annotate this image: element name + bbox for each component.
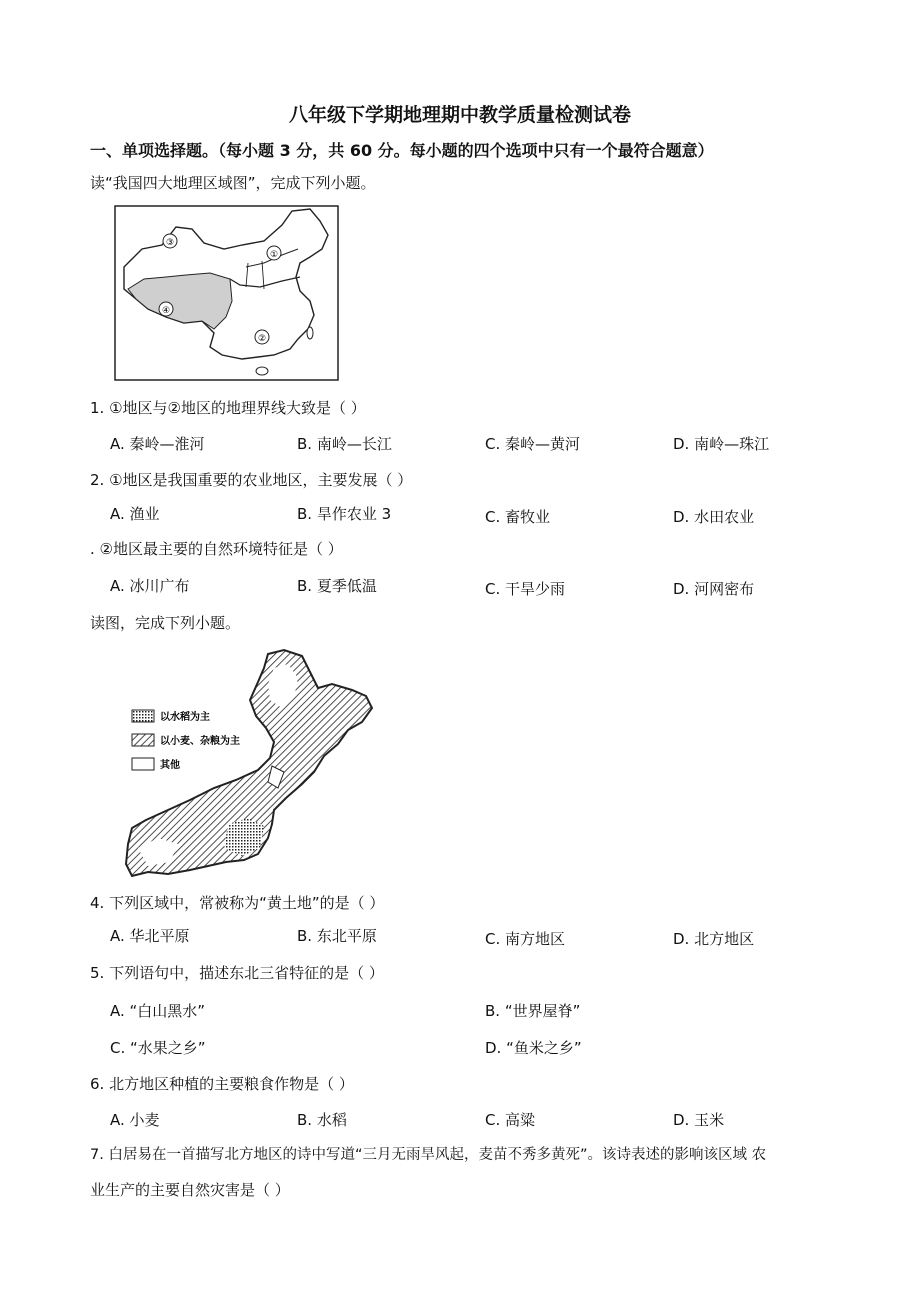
question-5-stem: 5. 下列语句中，描述东北三省特征的是（ ）	[90, 964, 384, 982]
q5-option-d[interactable]: D. “鱼米之乡”	[485, 1039, 582, 1057]
q4-option-a[interactable]: A. 华北平原	[110, 927, 190, 945]
q5-option-c[interactable]: C. “水果之乡”	[110, 1039, 206, 1057]
intro-text: 读“我国四大地理区域图”，完成下列小题。	[90, 174, 376, 192]
q5-option-a[interactable]: A. “白山黑水”	[110, 1002, 206, 1020]
q3-option-a[interactable]: A. 冰川广布	[110, 577, 190, 595]
q2-option-a[interactable]: A. 渔业	[110, 505, 160, 523]
q1-option-c[interactable]: C. 秦岭—黄河	[485, 435, 581, 453]
q6-option-a[interactable]: A. 小麦	[110, 1111, 160, 1129]
q4-option-c[interactable]: C. 南方地区	[485, 930, 566, 948]
q3-option-d[interactable]: D. 河网密布	[673, 580, 755, 598]
map1-label: ②	[257, 334, 267, 344]
q3-option-b[interactable]: B. 夏季低温	[297, 577, 377, 595]
china-regions-map	[114, 205, 339, 381]
map1-label: ①	[269, 250, 279, 260]
question-7-stem-cont: 业生产的主要自然灾害是（ ）	[90, 1181, 290, 1199]
section-heading: 一、单项选择题。（每小题 3 分，共 60 分。每小题的四个选项中只有一个最符合题意）	[90, 141, 714, 160]
page-title: 八年级下学期地理期中教学质量检测试卷	[288, 104, 631, 126]
q6-option-c[interactable]: C. 高粱	[485, 1111, 536, 1129]
legend-other: 其他	[160, 760, 180, 771]
q6-option-b[interactable]: B. 水稻	[297, 1111, 347, 1129]
q4-option-d[interactable]: D. 北方地区	[673, 930, 755, 948]
q6-option-d[interactable]: D. 玉米	[673, 1111, 725, 1129]
crop-distribution-map	[118, 648, 388, 878]
question-6-stem: 6. 北方地区种植的主要粮食作物是（ ）	[90, 1075, 354, 1093]
legend-wheat: 以小麦、杂粮为主	[160, 736, 240, 747]
q1-option-a[interactable]: A. 秦岭—淮河	[110, 435, 205, 453]
question-2-stem: 2. ①地区是我国重要的农业地区，主要发展（ ）	[90, 471, 413, 489]
q2-option-b[interactable]: B. 旱作农业 3	[297, 505, 392, 523]
map1-label: ③	[165, 238, 175, 248]
q1-option-d[interactable]: D. 南岭—珠江	[673, 435, 770, 453]
question-4-stem: 4. 下列区域中，常被称为“黄土地”的是（ ）	[90, 894, 385, 912]
q4-option-b[interactable]: B. 东北平原	[297, 927, 377, 945]
q2-option-d[interactable]: D. 水田农业	[673, 508, 755, 526]
question-1-stem: 1. ①地区与②地区的地理界线大致是（ ）	[90, 399, 366, 417]
question-3-stem: . ②地区最主要的自然环境特征是（ ）	[90, 540, 343, 558]
intro-text-2: 读图，完成下列小题。	[90, 614, 241, 632]
q5-option-b[interactable]: B. “世界屋脊”	[485, 1002, 581, 1020]
q2-option-c[interactable]: C. 畜牧业	[485, 508, 551, 526]
map1-label: ④	[161, 306, 171, 316]
question-7-stem: 7. 白居易在一首描写北方地区的诗中写道“三月无雨旱风起，麦苗不秀多黄死”。该诗表述的影响该区域 农	[90, 1147, 767, 1163]
legend-rice: 以水稻为主	[160, 712, 210, 723]
q3-option-c[interactable]: C. 干旱少雨	[485, 580, 566, 598]
q1-option-b[interactable]: B. 南岭—长江	[297, 435, 392, 453]
